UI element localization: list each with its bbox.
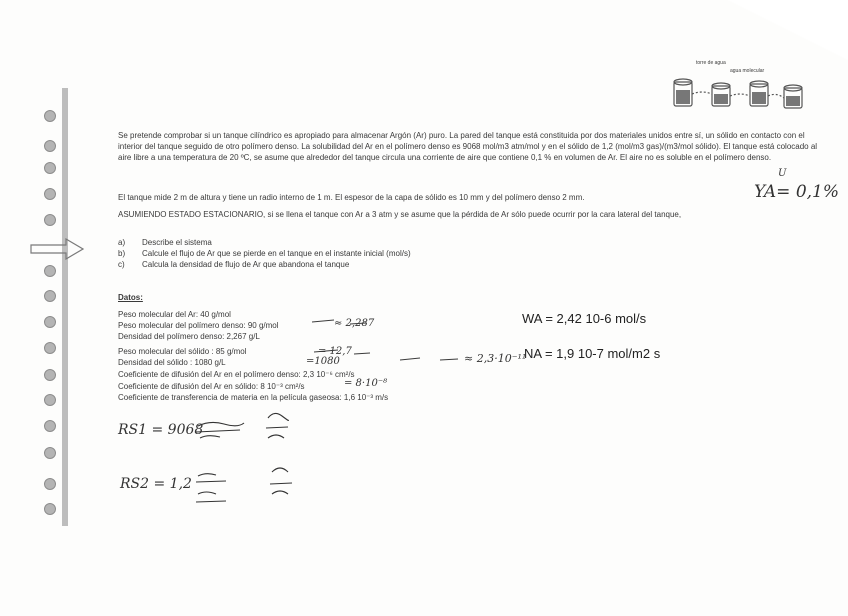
- datos-item: Coeficiente de transferencia de materia en la película gaseosa: 1,6 10⁻³ m/s: [118, 393, 389, 402]
- binder-hole: [44, 140, 56, 152]
- handwritten-density-1: ≈ 2,287: [334, 318, 375, 329]
- handwritten-fractions: [290, 308, 490, 396]
- handwritten-rs2: RS2 = 1,2: [120, 476, 192, 492]
- binder-hole: [44, 369, 56, 381]
- binder-hole: [44, 394, 56, 406]
- binder-hole: [44, 478, 56, 490]
- datos-item: Peso molecular del Ar: 40 g/mol: [118, 310, 231, 319]
- problem-assumption: ASUMIENDO ESTADO ESTACIONARIO, si se llena el tanque con Ar a 3 atm y se asume que la pérdida de Ar sólo puede ocurrir por la cara lateral del tanque,: [118, 210, 682, 219]
- datos-item: Densidad del polímero denso: 2,267 g/L: [118, 332, 260, 341]
- datos-item: Peso molecular del polímero denso: 90 g/mol: [118, 321, 279, 330]
- handwritten-rs1: RS1 = 9068: [118, 422, 204, 438]
- binder-hole: [44, 316, 56, 328]
- illustration-label-1: torre de agua: [696, 60, 726, 66]
- problem-intro: Se pretende comprobar si un tanque cilíndrico es apropiado para almacenar Argón (Ar) puro. La pared del tanque está constituida por dos materiales unidos entre sí, un sólido en contacto con el interior del tanque seguido de otro polímero denso. La solubilidad del Ar en el polímero denso es 9068 mol/m3 atm/mol y en el sólido de 1,2 (mol/m3 gas)/(m3/mol sólido). El tanque está colocado al aire libre a una temperatura de 20 ºC, se asume que alrededor del tanque circula una corriente de aire que contiene 0,1 % en volumen de Ar. El aire no es soluble en el polímero denso.: [118, 131, 818, 162]
- handwritten-diffusion-2: = 8·10⁻⁸: [344, 378, 388, 389]
- binder-hole: [44, 420, 56, 432]
- binder-hole: [44, 342, 56, 354]
- datos-item: Coeficiente de difusión del Ar en sólido: 8 10⁻³ cm²/s: [118, 382, 305, 391]
- binder-hole: [44, 290, 56, 302]
- binder-hole: [44, 503, 56, 515]
- question-letter: c): [118, 260, 125, 269]
- binder-hole: [44, 110, 56, 122]
- question-letter: b): [118, 249, 126, 258]
- question-letter: a): [118, 238, 126, 247]
- handwritten-density-2: = 12,7: [318, 346, 352, 357]
- binder-hole: [44, 162, 56, 174]
- folded-corner: [728, 0, 848, 60]
- outline-arrow-icon: [30, 238, 84, 260]
- datos-item: Peso molecular del sólido : 85 g/mol: [118, 347, 247, 356]
- handwritten-density-3: =1080: [306, 356, 340, 367]
- illustration-label-2: agua molecular: [730, 68, 765, 74]
- question-text: Calcule el flujo de Ar que se pierde en el tanque en el instante inicial (mol/s): [142, 249, 411, 258]
- datos-item: Densidad del sólido : 1080 g/L: [118, 358, 226, 367]
- question-text: Describe el sistema: [142, 238, 212, 247]
- handwritten-rs-fractions: [196, 406, 316, 514]
- binder-hole: [44, 214, 56, 226]
- datos-heading: Datos:: [118, 293, 143, 302]
- binder-hole: [44, 188, 56, 200]
- handwritten-diffusion-1: ≈ 2,3·10⁻¹¹: [464, 352, 527, 365]
- binder-margin-strip: [62, 88, 68, 526]
- result-wa: WA = 2,42 10-6 mol/s: [522, 311, 647, 326]
- binder-hole: [44, 265, 56, 277]
- datos-item: Coeficiente de difusión del Ar en el polímero denso: 2,3 10⁻⁶ cm²/s: [118, 370, 355, 379]
- question-text: Calcula la densidad de flujo de Ar que abandona el tanque: [142, 260, 350, 269]
- result-na: NA = 1,9 10-7 mol/m2 s: [524, 346, 661, 361]
- handwritten-ya-note: YA= 0,1%: [754, 182, 840, 202]
- binder-hole: [44, 447, 56, 459]
- problem-dimensions: El tanque mide 2 m de altura y tiene un radio interno de 1 m. El espesor de la capa de sólido es 10 mm y del polímero denso 2 mm.: [118, 193, 585, 202]
- handwritten-ya-marker: U: [778, 168, 787, 179]
